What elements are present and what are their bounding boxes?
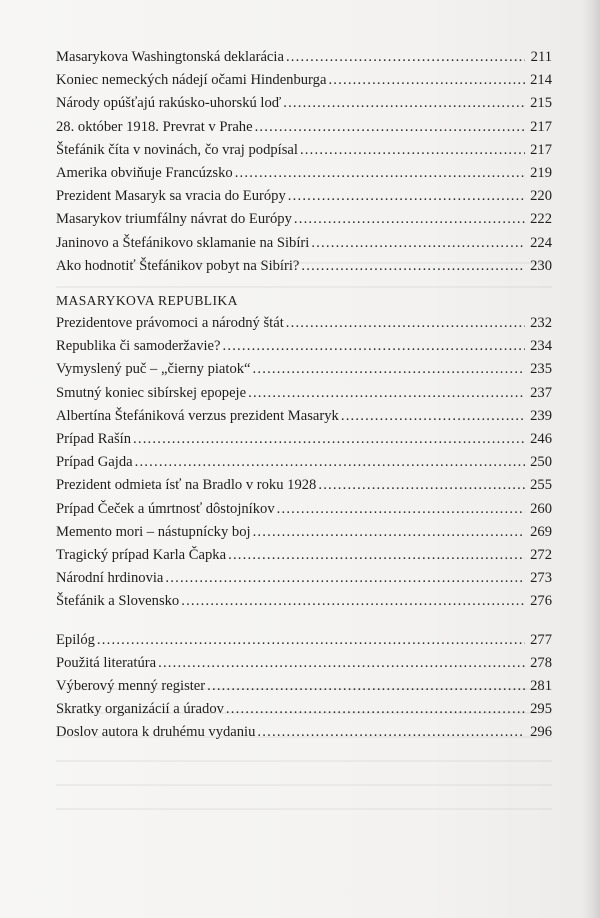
toc-entry-page-number: 232 bbox=[530, 315, 552, 332]
toc-entry bbox=[56, 629, 552, 652]
toc-entry-page-number: 295 bbox=[530, 701, 552, 718]
dot-leader bbox=[253, 358, 525, 381]
toc-entry-page-number: 277 bbox=[530, 631, 552, 648]
dot-leader bbox=[341, 405, 525, 428]
toc-entry-page-number: 220 bbox=[530, 188, 552, 205]
toc-entry-page-number: 255 bbox=[530, 477, 552, 494]
page-gutter-shadow bbox=[582, 0, 600, 918]
toc-entry bbox=[56, 92, 552, 115]
toc-entry bbox=[56, 451, 552, 474]
dot-leader bbox=[135, 451, 525, 474]
toc-entry-page-number: 239 bbox=[530, 407, 552, 424]
dot-leader bbox=[235, 162, 525, 185]
toc-entry-page-number: 250 bbox=[530, 454, 552, 471]
toc-entry bbox=[56, 590, 552, 613]
section-heading: MASARYKOVA REPUBLIKA bbox=[56, 292, 238, 308]
toc-entry-page-number: 214 bbox=[530, 72, 552, 89]
dot-leader bbox=[257, 721, 525, 744]
toc-entry-title: Albertína Štefániková verzus prezident Masaryk bbox=[56, 407, 339, 424]
toc-entry-title: Doslov autora k druhému vydaniu bbox=[56, 724, 256, 741]
group-spacer bbox=[56, 614, 552, 629]
toc-entry-page-number: 276 bbox=[530, 593, 552, 610]
toc-entry-title: Národní hrdinovia bbox=[56, 570, 164, 587]
dot-leader bbox=[226, 698, 525, 721]
dot-leader bbox=[311, 232, 525, 255]
toc-entry-page-number: 296 bbox=[530, 724, 552, 741]
toc-entry bbox=[56, 255, 552, 278]
toc-entry bbox=[56, 675, 552, 698]
toc-entry bbox=[56, 382, 552, 405]
toc-entry-page-number: 281 bbox=[530, 677, 552, 694]
toc-entry bbox=[56, 139, 552, 162]
toc-entry-title: Prezident odmieta ísť na Bradlo v roku 1928 bbox=[56, 477, 317, 494]
toc-entry-title: Masarykova Washingtonská deklarácia bbox=[56, 49, 284, 65]
toc-entry-title: Smutný koniec sibírskej epopeje bbox=[56, 384, 247, 401]
dot-leader bbox=[248, 382, 525, 405]
toc-entry-title: Masarykov triumfálny návrat do Európy bbox=[56, 211, 292, 228]
toc-entry-title: Republika či samoderžavie? bbox=[56, 338, 221, 355]
toc-entry-title: Prípad Gajda bbox=[56, 454, 133, 471]
dot-leader bbox=[277, 498, 525, 521]
toc-entry-title: Štefánik a Slovensko bbox=[56, 593, 180, 610]
toc-entry bbox=[56, 162, 552, 185]
toc-entry bbox=[56, 567, 552, 590]
bleed-through-line bbox=[56, 760, 552, 762]
toc-entry bbox=[56, 232, 552, 255]
toc-entry-title: Prípad Čeček a úmrtnosť dôstojníkov bbox=[56, 500, 275, 517]
dot-leader bbox=[301, 255, 525, 278]
toc-entry-title: Vymyslený puč – „čierny piatok“ bbox=[56, 361, 251, 378]
toc-entry-page-number: 222 bbox=[530, 211, 552, 228]
dot-leader bbox=[318, 474, 525, 497]
toc-entry-title: Koniec nemeckých nádejí očami Hindenburga bbox=[56, 72, 327, 89]
toc-entry-page-number: 217 bbox=[530, 118, 552, 135]
toc-entry-page-number: 273 bbox=[530, 570, 552, 587]
toc-entry bbox=[56, 358, 552, 381]
dot-leader bbox=[328, 69, 525, 92]
toc-entry-page-number: 269 bbox=[530, 523, 552, 540]
toc-entry-title: Výberový menný register bbox=[56, 677, 206, 694]
toc-entry bbox=[56, 69, 552, 92]
dot-leader bbox=[288, 185, 525, 208]
dot-leader bbox=[300, 139, 525, 162]
toc-entry-title: Tragický prípad Karla Čapka bbox=[56, 546, 227, 563]
toc-entry-page-number: 278 bbox=[530, 654, 552, 671]
toc-entry bbox=[56, 521, 552, 544]
bleed-through-line bbox=[56, 808, 552, 810]
toc-entry-page-number: 272 bbox=[530, 546, 552, 563]
toc-entry bbox=[56, 428, 552, 451]
dot-leader bbox=[223, 335, 525, 358]
toc-entry-title: Prípad Rašín bbox=[56, 431, 131, 447]
dot-leader bbox=[133, 428, 525, 451]
toc-entry-title: Použitá literatúra bbox=[56, 654, 157, 671]
dot-leader bbox=[165, 567, 525, 590]
toc-entry bbox=[56, 46, 552, 69]
toc-entry bbox=[56, 698, 552, 721]
toc-entry bbox=[56, 185, 552, 208]
dot-leader bbox=[286, 312, 525, 335]
toc-entry-title: Amerika obviňuje Francúzsko bbox=[56, 164, 233, 181]
toc-entry bbox=[56, 498, 552, 521]
dot-leader bbox=[158, 652, 525, 675]
toc-group-masarykova-republika bbox=[56, 312, 552, 613]
table-of-contents bbox=[56, 46, 552, 744]
toc-entry-page-number: 217 bbox=[530, 141, 552, 158]
toc-entry-page-number: 246 bbox=[530, 431, 552, 447]
toc-entry bbox=[56, 405, 552, 428]
toc-entry-title: 28. október 1918. Prevrat v Prahe bbox=[56, 118, 253, 135]
toc-entry-title: Memento mori – nástupnícky boj bbox=[56, 523, 251, 540]
dot-leader bbox=[181, 590, 525, 613]
bleed-through-line bbox=[56, 784, 552, 786]
dot-leader bbox=[286, 46, 525, 69]
toc-entry bbox=[56, 652, 552, 675]
toc-entry bbox=[56, 474, 552, 497]
dot-leader bbox=[253, 521, 525, 544]
dot-leader bbox=[255, 116, 525, 139]
dot-leader bbox=[228, 544, 525, 567]
toc-entry-page-number: 219 bbox=[530, 164, 552, 181]
toc-entry-title: Epilóg bbox=[56, 631, 95, 648]
toc-entry-page-number: 260 bbox=[530, 500, 552, 517]
toc-entry-page-number: 230 bbox=[530, 257, 552, 274]
toc-entry-page-number: 215 bbox=[530, 95, 552, 112]
toc-entry bbox=[56, 312, 552, 335]
toc-entry bbox=[56, 544, 552, 567]
dot-leader bbox=[97, 629, 525, 652]
toc-group-back-matter bbox=[56, 629, 552, 745]
toc-entry-page-number: 237 bbox=[530, 384, 552, 401]
toc-entry-title: Prezidentove právomoci a národný štát bbox=[56, 315, 284, 332]
dot-leader bbox=[294, 208, 525, 231]
toc-entry-page-number: 211 bbox=[530, 49, 552, 65]
toc-entry-page-number: 234 bbox=[530, 338, 552, 355]
toc-entry bbox=[56, 335, 552, 358]
toc-group-chapter-end bbox=[56, 46, 552, 278]
dot-leader bbox=[207, 675, 525, 698]
toc-entry-title: Národy opúšťajú rakúsko-uhorskú loď bbox=[56, 95, 282, 112]
toc-entry-title: Ako hodnotiť Štefánikov pobyt na Sibíri? bbox=[56, 257, 300, 274]
toc-entry-page-number: 235 bbox=[530, 361, 552, 378]
toc-entry-title: Janinovo a Štefánikovo sklamanie na Sibíri bbox=[56, 234, 310, 251]
toc-entry-title: Skratky organizácií a úradov bbox=[56, 701, 224, 718]
toc-entry-page-number: 224 bbox=[530, 234, 552, 251]
dot-leader bbox=[283, 92, 525, 115]
toc-entry bbox=[56, 208, 552, 231]
toc-entry bbox=[56, 721, 552, 744]
toc-entry-title: Štefánik číta v novinách, čo vraj podpísal bbox=[56, 141, 298, 158]
toc-entry-title: Prezident Masaryk sa vracia do Európy bbox=[56, 188, 286, 205]
toc-entry bbox=[56, 116, 552, 139]
